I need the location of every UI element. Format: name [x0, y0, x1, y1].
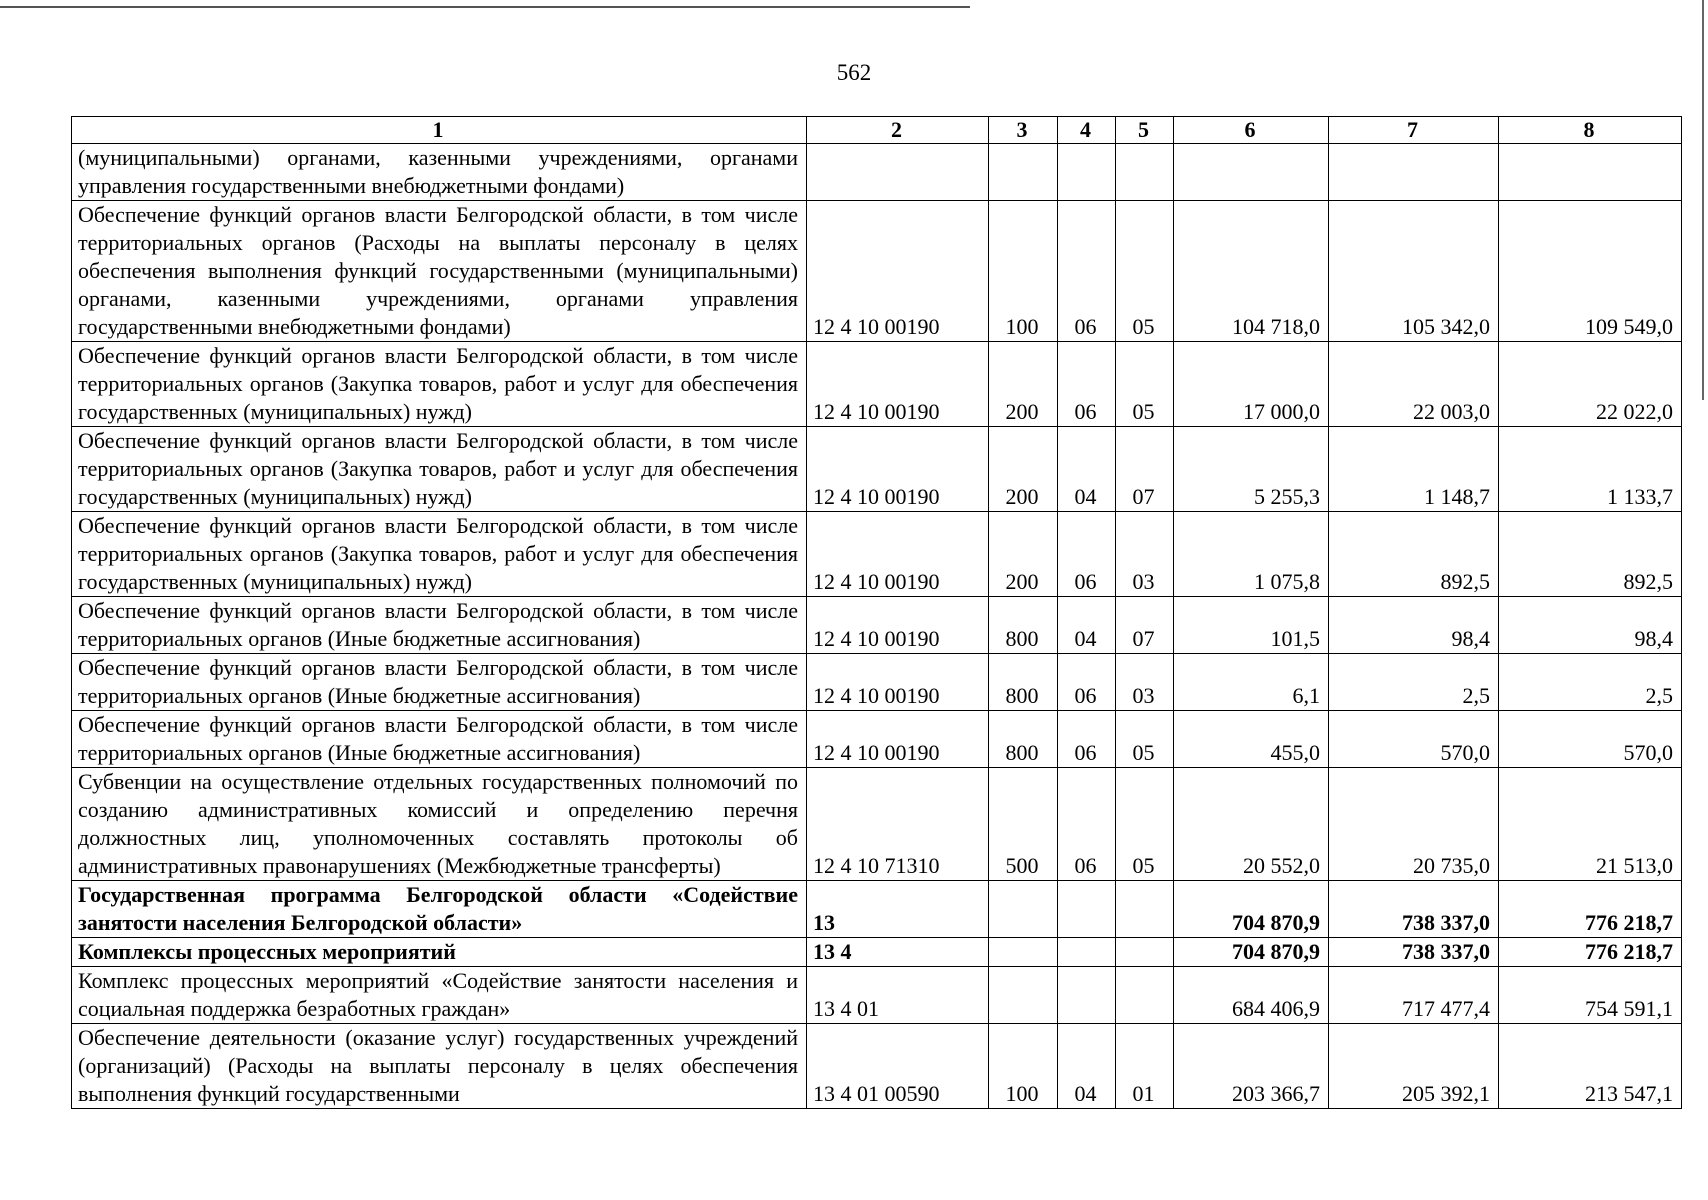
row-subsection-cell: 05	[1116, 342, 1174, 427]
row-name-cell: Комплекс процессных мероприятий «Содействие занятости населения и социальная поддержка безработных граждан»	[72, 967, 807, 1024]
table-row	[72, 654, 1682, 711]
column-header: 3	[989, 117, 1058, 144]
row-code-cell: 12 4 10 00190	[807, 427, 989, 512]
row-code-cell: 12 4 10 00190	[807, 342, 989, 427]
row-type-cell: 800	[989, 597, 1058, 654]
row-value-cell: 98,4	[1499, 597, 1682, 654]
column-header: 5	[1116, 117, 1174, 144]
row-code-cell: 12 4 10 00190	[807, 512, 989, 597]
row-code-cell: 12 4 10 00190	[807, 711, 989, 768]
row-name-cell: Государственная программа Белгородской области «Содействие занятости населения Белгородской области»	[72, 881, 807, 938]
row-value-cell: 704 870,9	[1174, 881, 1329, 938]
row-value-cell: 203 366,7	[1174, 1024, 1329, 1109]
row-section-cell: 04	[1058, 427, 1116, 512]
row-section-cell: 04	[1058, 597, 1116, 654]
row-name-cell: Обеспечение функций органов власти Белгородской области, в том числе территориальных органов (Закупка товаров, работ и услуг для обеспечения государственных (муниципальных) нужд)	[72, 342, 807, 427]
column-header: 1	[72, 117, 807, 144]
row-value-cell: 776 218,7	[1499, 938, 1682, 967]
row-code-cell	[807, 144, 989, 201]
row-subsection-cell	[1116, 881, 1174, 938]
row-type-cell	[989, 881, 1058, 938]
column-header: 4	[1058, 117, 1116, 144]
row-value-cell: 6,1	[1174, 654, 1329, 711]
row-subsection-cell: 07	[1116, 427, 1174, 512]
row-name-cell: Обеспечение функций органов власти Белгородской области, в том числе территориальных органов (Иные бюджетные ассигнования)	[72, 711, 807, 768]
row-name-cell: Обеспечение функций органов власти Белгородской области, в том числе территориальных органов (Иные бюджетные ассигнования)	[72, 654, 807, 711]
row-value-cell: 1 133,7	[1499, 427, 1682, 512]
row-value-cell: 570,0	[1329, 711, 1499, 768]
table-row	[72, 967, 1682, 1024]
row-name-cell: Обеспечение функций органов власти Белгородской области, в том числе территориальных органов (Расходы на выплаты персоналу в целях обеспечения выполнения функций государственными (муниципальными) органами, казенными учреждениями, органами управления государственными внебюджетными фондами)	[72, 201, 807, 342]
column-header: 8	[1499, 117, 1682, 144]
row-value-cell: 684 406,9	[1174, 967, 1329, 1024]
table-body	[72, 144, 1682, 1109]
row-section-cell: 06	[1058, 654, 1116, 711]
row-type-cell: 100	[989, 201, 1058, 342]
row-value-cell: 21 513,0	[1499, 768, 1682, 881]
page-number: 562	[836, 60, 872, 85]
row-section-cell: 06	[1058, 342, 1116, 427]
row-type-cell: 200	[989, 427, 1058, 512]
row-value-cell: 20 735,0	[1329, 768, 1499, 881]
table-row	[72, 938, 1682, 967]
row-subsection-cell	[1116, 144, 1174, 201]
row-name-cell: Обеспечение функций органов власти Белгородской области, в том числе территориальных органов (Закупка товаров, работ и услуг для обеспечения государственных (муниципальных) нужд)	[72, 427, 807, 512]
row-value-cell: 101,5	[1174, 597, 1329, 654]
row-name-cell: Обеспечение функций органов власти Белгородской области, в том числе территориальных органов (Закупка товаров, работ и услуг для обеспечения государственных (муниципальных) нужд)	[72, 512, 807, 597]
row-value-cell	[1329, 144, 1499, 201]
row-type-cell	[989, 144, 1058, 201]
row-type-cell	[989, 938, 1058, 967]
row-code-cell: 13	[807, 881, 989, 938]
row-name-cell: Обеспечение функций органов власти Белгородской области, в том числе территориальных органов (Иные бюджетные ассигнования)	[72, 597, 807, 654]
row-code-cell: 12 4 10 71310	[807, 768, 989, 881]
row-value-cell: 776 218,7	[1499, 881, 1682, 938]
row-subsection-cell: 01	[1116, 1024, 1174, 1109]
row-subsection-cell: 07	[1116, 597, 1174, 654]
row-section-cell	[1058, 881, 1116, 938]
scan-edge-line	[0, 6, 970, 8]
table-row	[72, 881, 1682, 938]
row-value-cell: 2,5	[1329, 654, 1499, 711]
table-row	[72, 1024, 1682, 1109]
row-value-cell: 213 547,1	[1499, 1024, 1682, 1109]
row-value-cell: 455,0	[1174, 711, 1329, 768]
row-value-cell: 22 022,0	[1499, 342, 1682, 427]
row-subsection-cell: 03	[1116, 512, 1174, 597]
row-value-cell: 17 000,0	[1174, 342, 1329, 427]
row-subsection-cell	[1116, 967, 1174, 1024]
table-header-row	[72, 117, 1682, 144]
row-type-cell: 200	[989, 342, 1058, 427]
row-section-cell: 06	[1058, 201, 1116, 342]
row-value-cell: 717 477,4	[1329, 967, 1499, 1024]
column-header: 7	[1329, 117, 1499, 144]
row-value-cell: 570,0	[1499, 711, 1682, 768]
row-value-cell: 2,5	[1499, 654, 1682, 711]
row-value-cell	[1174, 144, 1329, 201]
row-code-cell: 13 4	[807, 938, 989, 967]
row-value-cell: 109 549,0	[1499, 201, 1682, 342]
row-value-cell: 738 337,0	[1329, 881, 1499, 938]
row-name-cell: Комплексы процессных мероприятий	[72, 938, 807, 967]
table-row	[72, 512, 1682, 597]
row-subsection-cell: 05	[1116, 711, 1174, 768]
row-section-cell	[1058, 967, 1116, 1024]
row-value-cell: 738 337,0	[1329, 938, 1499, 967]
row-value-cell: 98,4	[1329, 597, 1499, 654]
row-section-cell: 04	[1058, 1024, 1116, 1109]
row-value-cell: 754 591,1	[1499, 967, 1682, 1024]
row-type-cell: 500	[989, 768, 1058, 881]
row-subsection-cell: 05	[1116, 201, 1174, 342]
table-row	[72, 597, 1682, 654]
row-value-cell: 5 255,3	[1174, 427, 1329, 512]
table-row	[72, 201, 1682, 342]
row-section-cell: 06	[1058, 512, 1116, 597]
row-type-cell: 200	[989, 512, 1058, 597]
row-value-cell: 104 718,0	[1174, 201, 1329, 342]
row-value-cell: 205 392,1	[1329, 1024, 1499, 1109]
row-name-cell: Обеспечение деятельности (оказание услуг) государственных учреждений (организаций) (Расходы на выплаты персоналу в целях обеспечения выполнения функций государственными	[72, 1024, 807, 1109]
row-code-cell: 13 4 01	[807, 967, 989, 1024]
row-value-cell: 892,5	[1329, 512, 1499, 597]
row-code-cell: 12 4 10 00190	[807, 597, 989, 654]
row-code-cell: 12 4 10 00190	[807, 654, 989, 711]
row-type-cell: 100	[989, 1024, 1058, 1109]
row-value-cell: 1 075,8	[1174, 512, 1329, 597]
row-section-cell: 06	[1058, 768, 1116, 881]
row-value-cell: 892,5	[1499, 512, 1682, 597]
row-value-cell: 1 148,7	[1329, 427, 1499, 512]
table-row	[72, 768, 1682, 881]
row-section-cell	[1058, 938, 1116, 967]
row-section-cell	[1058, 144, 1116, 201]
column-header: 6	[1174, 117, 1329, 144]
row-subsection-cell	[1116, 938, 1174, 967]
row-value-cell: 20 552,0	[1174, 768, 1329, 881]
table-row	[72, 427, 1682, 512]
row-section-cell: 06	[1058, 711, 1116, 768]
row-type-cell	[989, 967, 1058, 1024]
row-value-cell	[1499, 144, 1682, 201]
row-name-cell: Субвенции на осуществление отдельных государственных полномочий по созданию административных комиссий и определению перечня должностных лиц, уполномоченных составлять протоколы об административных правонарушениях (Межбюджетные трансферты)	[72, 768, 807, 881]
row-subsection-cell: 03	[1116, 654, 1174, 711]
row-code-cell: 13 4 01 00590	[807, 1024, 989, 1109]
table-row	[72, 711, 1682, 768]
row-type-cell: 800	[989, 711, 1058, 768]
row-type-cell: 800	[989, 654, 1058, 711]
table-row	[72, 144, 1682, 201]
row-code-cell: 12 4 10 00190	[807, 201, 989, 342]
row-subsection-cell: 05	[1116, 768, 1174, 881]
row-value-cell: 704 870,9	[1174, 938, 1329, 967]
row-value-cell: 22 003,0	[1329, 342, 1499, 427]
row-name-cell: (муниципальными) органами, казенными учреждениями, органами управления государственными внебюджетными фондами)	[72, 144, 807, 201]
column-header: 2	[807, 117, 989, 144]
row-value-cell: 105 342,0	[1329, 201, 1499, 342]
budget-table	[71, 116, 1682, 1109]
table-row	[72, 342, 1682, 427]
